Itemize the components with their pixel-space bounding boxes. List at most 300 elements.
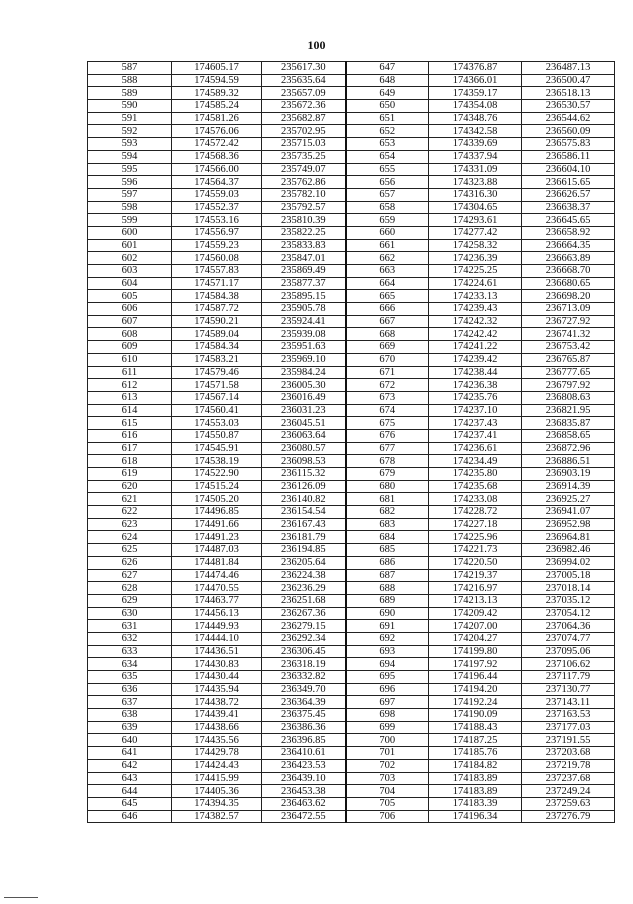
point-number-cell: 685: [346, 544, 429, 557]
y-coordinate-cell: 236423.53: [262, 759, 346, 772]
point-number-cell: 624: [88, 531, 172, 544]
y-coordinate-cell: 236279.15: [262, 620, 346, 633]
y-coordinate-cell: 235749.07: [262, 163, 346, 176]
table-row: [88, 74, 615, 87]
point-number-cell: 610: [88, 353, 172, 366]
point-number-cell: 599: [88, 214, 172, 227]
point-number-cell: 627: [88, 569, 172, 582]
x-coordinate-cell: 174258.32: [429, 239, 522, 252]
y-coordinate-cell: 236964.81: [522, 531, 615, 544]
x-coordinate-cell: 174444.10: [172, 632, 262, 645]
y-coordinate-cell: 236903.19: [522, 468, 615, 481]
x-coordinate-cell: 174394.35: [172, 797, 262, 810]
x-coordinate-cell: 174436.51: [172, 645, 262, 658]
x-coordinate-cell: 174430.44: [172, 671, 262, 684]
x-coordinate-cell: 174552.37: [172, 201, 262, 214]
point-number-cell: 637: [88, 696, 172, 709]
point-number-cell: 615: [88, 417, 172, 430]
x-coordinate-cell: 174553.03: [172, 417, 262, 430]
y-coordinate-cell: 236575.83: [522, 138, 615, 151]
y-coordinate-cell: 236080.57: [262, 442, 346, 455]
point-number-cell: 623: [88, 518, 172, 531]
y-coordinate-cell: 235847.01: [262, 252, 346, 265]
point-number-cell: 699: [346, 721, 429, 734]
x-coordinate-cell: 174242.42: [429, 328, 522, 341]
point-number-cell: 670: [346, 353, 429, 366]
y-coordinate-cell: 236063.64: [262, 429, 346, 442]
table-row: [88, 239, 615, 252]
point-number-cell: 671: [346, 366, 429, 379]
y-coordinate-cell: 236604.10: [522, 163, 615, 176]
point-number-cell: 656: [346, 176, 429, 189]
x-coordinate-cell: 174354.08: [429, 100, 522, 113]
point-number-cell: 639: [88, 721, 172, 734]
y-coordinate-cell: 235657.09: [262, 87, 346, 100]
x-coordinate-cell: 174339.69: [429, 138, 522, 151]
y-coordinate-cell: 236727.92: [522, 315, 615, 328]
y-coordinate-cell: 236680.65: [522, 277, 615, 290]
x-coordinate-cell: 174545.91: [172, 442, 262, 455]
y-coordinate-cell: 236952.98: [522, 518, 615, 531]
y-coordinate-cell: 236292.34: [262, 632, 346, 645]
y-coordinate-cell: 236140.82: [262, 493, 346, 506]
point-number-cell: 678: [346, 455, 429, 468]
x-coordinate-cell: 174589.32: [172, 87, 262, 100]
point-number-cell: 693: [346, 645, 429, 658]
point-number-cell: 647: [346, 62, 429, 75]
point-number-cell: 594: [88, 150, 172, 163]
point-number-cell: 645: [88, 797, 172, 810]
y-coordinate-cell: 236098.53: [262, 455, 346, 468]
x-coordinate-cell: 174233.13: [429, 290, 522, 303]
point-number-cell: 641: [88, 747, 172, 760]
x-coordinate-cell: 174237.10: [429, 404, 522, 417]
table-row: [88, 721, 615, 734]
point-number-cell: 653: [346, 138, 429, 151]
x-coordinate-cell: 174224.61: [429, 277, 522, 290]
point-number-cell: 597: [88, 188, 172, 201]
point-number-cell: 602: [88, 252, 172, 265]
point-number-cell: 669: [346, 341, 429, 354]
y-coordinate-cell: 236251.68: [262, 594, 346, 607]
y-coordinate-cell: 236698.20: [522, 290, 615, 303]
point-number-cell: 633: [88, 645, 172, 658]
y-coordinate-cell: 237106.62: [522, 658, 615, 671]
y-coordinate-cell: 237203.68: [522, 747, 615, 760]
x-coordinate-cell: 174568.36: [172, 150, 262, 163]
x-coordinate-cell: 174331.09: [429, 163, 522, 176]
x-coordinate-cell: 174438.66: [172, 721, 262, 734]
point-number-cell: 690: [346, 607, 429, 620]
x-coordinate-cell: 174204.27: [429, 632, 522, 645]
table-row: [88, 455, 615, 468]
point-number-cell: 622: [88, 506, 172, 519]
point-number-cell: 635: [88, 671, 172, 684]
y-coordinate-cell: 236005.30: [262, 379, 346, 392]
x-coordinate-cell: 174435.56: [172, 734, 262, 747]
x-coordinate-cell: 174219.37: [429, 569, 522, 582]
point-number-cell: 684: [346, 531, 429, 544]
x-coordinate-cell: 174342.58: [429, 125, 522, 138]
point-number-cell: 650: [346, 100, 429, 113]
x-coordinate-cell: 174589.04: [172, 328, 262, 341]
y-coordinate-cell: 237143.11: [522, 696, 615, 709]
x-coordinate-cell: 174594.59: [172, 74, 262, 87]
point-number-cell: 601: [88, 239, 172, 252]
y-coordinate-cell: 236941.07: [522, 506, 615, 519]
point-number-cell: 628: [88, 582, 172, 595]
x-coordinate-cell: 174235.76: [429, 391, 522, 404]
table-row: [88, 417, 615, 430]
point-number-cell: 598: [88, 201, 172, 214]
x-coordinate-cell: 174207.00: [429, 620, 522, 633]
y-coordinate-cell: 236777.65: [522, 366, 615, 379]
x-coordinate-cell: 174241.22: [429, 341, 522, 354]
x-coordinate-cell: 174487.03: [172, 544, 262, 557]
y-coordinate-cell: 235810.39: [262, 214, 346, 227]
table-row: [88, 62, 615, 75]
y-coordinate-cell: 236045.51: [262, 417, 346, 430]
table-row: [88, 797, 615, 810]
y-coordinate-cell: 236167.43: [262, 518, 346, 531]
y-coordinate-cell: 237249.24: [522, 785, 615, 798]
table-row: [88, 531, 615, 544]
y-coordinate-cell: 237117.79: [522, 671, 615, 684]
y-coordinate-cell: 235869.49: [262, 265, 346, 278]
table-row: [88, 759, 615, 772]
y-coordinate-cell: 236586.11: [522, 150, 615, 163]
point-number-cell: 629: [88, 594, 172, 607]
point-number-cell: 683: [346, 518, 429, 531]
coordinates-table-body: [88, 62, 615, 823]
table-row: [88, 709, 615, 722]
table-row: [88, 315, 615, 328]
point-number-cell: 651: [346, 112, 429, 125]
point-number-cell: 666: [346, 303, 429, 316]
point-number-cell: 687: [346, 569, 429, 582]
point-number-cell: 642: [88, 759, 172, 772]
table-row: [88, 188, 615, 201]
x-coordinate-cell: 174194.20: [429, 683, 522, 696]
table-row: [88, 734, 615, 747]
point-number-cell: 677: [346, 442, 429, 455]
y-coordinate-cell: 236500.47: [522, 74, 615, 87]
table-row: [88, 429, 615, 442]
x-coordinate-cell: 174605.17: [172, 62, 262, 75]
x-coordinate-cell: 174228.72: [429, 506, 522, 519]
y-coordinate-cell: 236658.92: [522, 226, 615, 239]
y-coordinate-cell: 237074.77: [522, 632, 615, 645]
y-coordinate-cell: 236664.35: [522, 239, 615, 252]
point-number-cell: 692: [346, 632, 429, 645]
x-coordinate-cell: 174237.41: [429, 429, 522, 442]
point-number-cell: 648: [346, 74, 429, 87]
point-number-cell: 640: [88, 734, 172, 747]
table-row: [88, 100, 615, 113]
y-coordinate-cell: 236126.09: [262, 480, 346, 493]
y-coordinate-cell: 236835.87: [522, 417, 615, 430]
y-coordinate-cell: 235905.78: [262, 303, 346, 316]
x-coordinate-cell: 174449.93: [172, 620, 262, 633]
x-coordinate-cell: 174236.38: [429, 379, 522, 392]
table-row: [88, 328, 615, 341]
y-coordinate-cell: 236386.36: [262, 721, 346, 734]
table-row: [88, 391, 615, 404]
x-coordinate-cell: 174576.06: [172, 125, 262, 138]
x-coordinate-cell: 174197.92: [429, 658, 522, 671]
x-coordinate-cell: 174491.23: [172, 531, 262, 544]
y-coordinate-cell: 235782.10: [262, 188, 346, 201]
table-row: [88, 138, 615, 151]
x-coordinate-cell: 174474.46: [172, 569, 262, 582]
point-number-cell: 606: [88, 303, 172, 316]
x-coordinate-cell: 174221.73: [429, 544, 522, 557]
x-coordinate-cell: 174560.08: [172, 252, 262, 265]
point-number-cell: 608: [88, 328, 172, 341]
x-coordinate-cell: 174225.96: [429, 531, 522, 544]
x-coordinate-cell: 174553.16: [172, 214, 262, 227]
y-coordinate-cell: 235682.87: [262, 112, 346, 125]
y-coordinate-cell: 236808.63: [522, 391, 615, 404]
y-coordinate-cell: 236753.42: [522, 341, 615, 354]
y-coordinate-cell: 236364.39: [262, 696, 346, 709]
point-number-cell: 705: [346, 797, 429, 810]
point-number-cell: 618: [88, 455, 172, 468]
table-row: [88, 201, 615, 214]
table-row: [88, 341, 615, 354]
point-number-cell: 689: [346, 594, 429, 607]
y-coordinate-cell: 236332.82: [262, 671, 346, 684]
y-coordinate-cell: 236194.85: [262, 544, 346, 557]
x-coordinate-cell: 174584.34: [172, 341, 262, 354]
point-number-cell: 587: [88, 62, 172, 75]
table-row: [88, 442, 615, 455]
y-coordinate-cell: 236914.39: [522, 480, 615, 493]
y-coordinate-cell: 236453.38: [262, 785, 346, 798]
x-coordinate-cell: 174213.13: [429, 594, 522, 607]
table-row: [88, 658, 615, 671]
y-coordinate-cell: 236663.89: [522, 252, 615, 265]
x-coordinate-cell: 174566.00: [172, 163, 262, 176]
y-coordinate-cell: 235877.37: [262, 277, 346, 290]
y-coordinate-cell: 236821.95: [522, 404, 615, 417]
point-number-cell: 655: [346, 163, 429, 176]
table-row: [88, 176, 615, 189]
y-coordinate-cell: 236031.23: [262, 404, 346, 417]
x-coordinate-cell: 174239.42: [429, 353, 522, 366]
point-number-cell: 621: [88, 493, 172, 506]
table-row: [88, 366, 615, 379]
x-coordinate-cell: 174236.39: [429, 252, 522, 265]
point-number-cell: 638: [88, 709, 172, 722]
x-coordinate-cell: 174583.21: [172, 353, 262, 366]
y-coordinate-cell: 237276.79: [522, 810, 615, 823]
x-coordinate-cell: 174235.80: [429, 468, 522, 481]
x-coordinate-cell: 174567.14: [172, 391, 262, 404]
table-row: [88, 696, 615, 709]
point-number-cell: 665: [346, 290, 429, 303]
y-coordinate-cell: 235984.24: [262, 366, 346, 379]
y-coordinate-cell: 236463.62: [262, 797, 346, 810]
point-number-cell: 691: [346, 620, 429, 633]
table-row: [88, 671, 615, 684]
table-row: [88, 785, 615, 798]
x-coordinate-cell: 174238.44: [429, 366, 522, 379]
point-number-cell: 694: [346, 658, 429, 671]
y-coordinate-cell: 236886.51: [522, 455, 615, 468]
table-row: [88, 518, 615, 531]
y-coordinate-cell: 236205.64: [262, 556, 346, 569]
point-number-cell: 703: [346, 772, 429, 785]
y-coordinate-cell: 236626.57: [522, 188, 615, 201]
point-number-cell: 613: [88, 391, 172, 404]
point-number-cell: 661: [346, 239, 429, 252]
y-coordinate-cell: 236154.54: [262, 506, 346, 519]
y-coordinate-cell: 236267.36: [262, 607, 346, 620]
y-coordinate-cell: 236236.29: [262, 582, 346, 595]
coordinates-table: [87, 61, 615, 823]
point-number-cell: 701: [346, 747, 429, 760]
x-coordinate-cell: 174234.49: [429, 455, 522, 468]
x-coordinate-cell: 174366.01: [429, 74, 522, 87]
point-number-cell: 591: [88, 112, 172, 125]
point-number-cell: 679: [346, 468, 429, 481]
x-coordinate-cell: 174185.76: [429, 747, 522, 760]
y-coordinate-cell: 236318.19: [262, 658, 346, 671]
footer-rule: [4, 897, 38, 898]
y-coordinate-cell: 236668.70: [522, 265, 615, 278]
y-coordinate-cell: 237005.18: [522, 569, 615, 582]
x-coordinate-cell: 174470.55: [172, 582, 262, 595]
point-number-cell: 674: [346, 404, 429, 417]
point-number-cell: 631: [88, 620, 172, 633]
point-number-cell: 698: [346, 709, 429, 722]
x-coordinate-cell: 174337.94: [429, 150, 522, 163]
y-coordinate-cell: 236982.46: [522, 544, 615, 557]
table-row: [88, 544, 615, 557]
point-number-cell: 695: [346, 671, 429, 684]
point-number-cell: 668: [346, 328, 429, 341]
point-number-cell: 589: [88, 87, 172, 100]
point-number-cell: 595: [88, 163, 172, 176]
y-coordinate-cell: 237219.78: [522, 759, 615, 772]
y-coordinate-cell: 236439.10: [262, 772, 346, 785]
point-number-cell: 662: [346, 252, 429, 265]
y-coordinate-cell: 236645.65: [522, 214, 615, 227]
table-row: [88, 645, 615, 658]
x-coordinate-cell: 174187.25: [429, 734, 522, 747]
x-coordinate-cell: 174556.97: [172, 226, 262, 239]
y-coordinate-cell: 236224.38: [262, 569, 346, 582]
table-row: [88, 569, 615, 582]
x-coordinate-cell: 174196.44: [429, 671, 522, 684]
point-number-cell: 696: [346, 683, 429, 696]
y-coordinate-cell: 237259.63: [522, 797, 615, 810]
x-coordinate-cell: 174463.77: [172, 594, 262, 607]
point-number-cell: 660: [346, 226, 429, 239]
x-coordinate-cell: 174415.99: [172, 772, 262, 785]
point-number-cell: 632: [88, 632, 172, 645]
point-number-cell: 680: [346, 480, 429, 493]
y-coordinate-cell: 236349.70: [262, 683, 346, 696]
x-coordinate-cell: 174235.68: [429, 480, 522, 493]
y-coordinate-cell: 237035.12: [522, 594, 615, 607]
y-coordinate-cell: 235951.63: [262, 341, 346, 354]
x-coordinate-cell: 174439.41: [172, 709, 262, 722]
y-coordinate-cell: 237130.77: [522, 683, 615, 696]
table-row: [88, 265, 615, 278]
point-number-cell: 704: [346, 785, 429, 798]
y-coordinate-cell: 235735.25: [262, 150, 346, 163]
x-coordinate-cell: 174560.41: [172, 404, 262, 417]
table-row: [88, 747, 615, 760]
point-number-cell: 626: [88, 556, 172, 569]
x-coordinate-cell: 174515.24: [172, 480, 262, 493]
table-row: [88, 379, 615, 392]
y-coordinate-cell: 236765.87: [522, 353, 615, 366]
point-number-cell: 646: [88, 810, 172, 823]
point-number-cell: 611: [88, 366, 172, 379]
point-number-cell: 600: [88, 226, 172, 239]
point-number-cell: 605: [88, 290, 172, 303]
point-number-cell: 609: [88, 341, 172, 354]
y-coordinate-cell: 237018.14: [522, 582, 615, 595]
point-number-cell: 644: [88, 785, 172, 798]
table-row: [88, 353, 615, 366]
y-coordinate-cell: 237054.12: [522, 607, 615, 620]
x-coordinate-cell: 174481.84: [172, 556, 262, 569]
y-coordinate-cell: 235672.36: [262, 100, 346, 113]
x-coordinate-cell: 174559.23: [172, 239, 262, 252]
x-coordinate-cell: 174456.13: [172, 607, 262, 620]
y-coordinate-cell: 236994.02: [522, 556, 615, 569]
point-number-cell: 688: [346, 582, 429, 595]
point-number-cell: 636: [88, 683, 172, 696]
point-number-cell: 630: [88, 607, 172, 620]
y-coordinate-cell: 236016.49: [262, 391, 346, 404]
x-coordinate-cell: 174564.37: [172, 176, 262, 189]
x-coordinate-cell: 174236.61: [429, 442, 522, 455]
y-coordinate-cell: 237095.06: [522, 645, 615, 658]
x-coordinate-cell: 174585.24: [172, 100, 262, 113]
table-row: [88, 772, 615, 785]
x-coordinate-cell: 174581.26: [172, 112, 262, 125]
point-number-cell: 686: [346, 556, 429, 569]
table-row: [88, 506, 615, 519]
table-row: [88, 632, 615, 645]
table-row: [88, 125, 615, 138]
y-coordinate-cell: 236544.62: [522, 112, 615, 125]
x-coordinate-cell: 174538.19: [172, 455, 262, 468]
x-coordinate-cell: 174505.20: [172, 493, 262, 506]
y-coordinate-cell: 236472.55: [262, 810, 346, 823]
x-coordinate-cell: 174183.39: [429, 797, 522, 810]
y-coordinate-cell: 236396.85: [262, 734, 346, 747]
y-coordinate-cell: 236638.37: [522, 201, 615, 214]
point-number-cell: 667: [346, 315, 429, 328]
point-number-cell: 664: [346, 277, 429, 290]
x-coordinate-cell: 174382.57: [172, 810, 262, 823]
y-coordinate-cell: 235822.25: [262, 226, 346, 239]
x-coordinate-cell: 174584.38: [172, 290, 262, 303]
x-coordinate-cell: 174550.87: [172, 429, 262, 442]
y-coordinate-cell: 236741.32: [522, 328, 615, 341]
y-coordinate-cell: 235702.95: [262, 125, 346, 138]
point-number-cell: 617: [88, 442, 172, 455]
y-coordinate-cell: 237064.36: [522, 620, 615, 633]
point-number-cell: 612: [88, 379, 172, 392]
y-coordinate-cell: 236410.61: [262, 747, 346, 760]
